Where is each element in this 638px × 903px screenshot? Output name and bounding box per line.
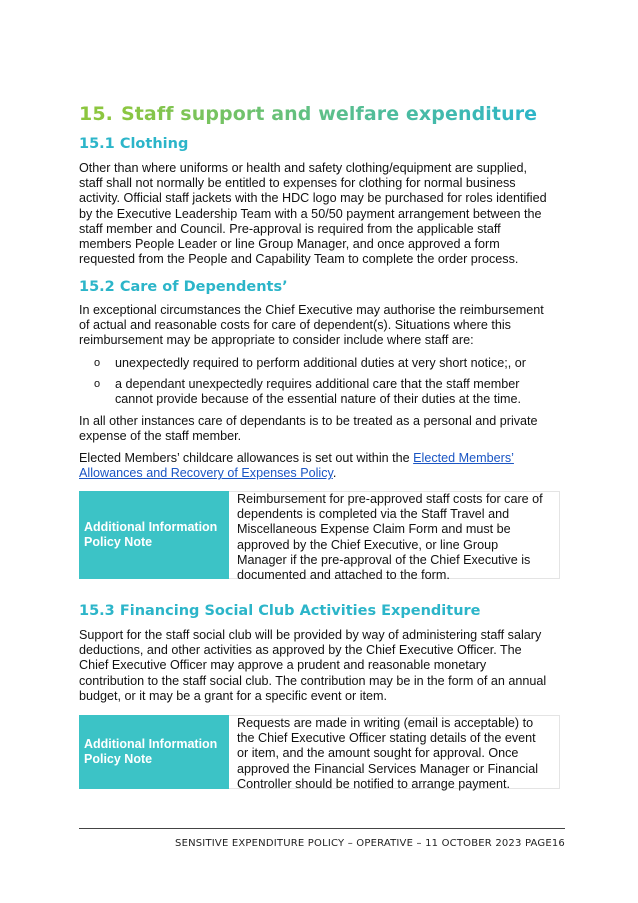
section-heading bbox=[79, 103, 559, 125]
bullet-marker-icon: o bbox=[94, 378, 101, 391]
section-title: Staff support and welfare expenditure bbox=[120, 103, 538, 125]
elected-members-policy-link[interactable]: Elected Members’ Allowances and Recovery of Expenses Policy bbox=[79, 451, 514, 481]
bullet-marker-icon: o bbox=[94, 357, 101, 369]
list-item: o a dependant unexpectedly requires additional care that the staff member cannot provide because of the essential nature of their duties at the time. bbox=[94, 377, 522, 407]
policy-note-tag: Additional Information Policy Note bbox=[79, 715, 229, 789]
policy-note-box-social bbox=[79, 715, 560, 789]
list-item: o unexpectedly required to perform additional duties at very short notice;, or bbox=[94, 356, 526, 370]
paragraph-clothing: Other than where uniforms or health and safety clothing/equipment are supplied, staff shall not normally be entitled to expenses for clothing for normal business activity. Official staff jackets with the HDC logo may be purchased for roles identified by the Executive Leadership Team with a 50/50 payment arrangement between the staff member and Council. Pre-approval is required from the applicable staff members People Leader or line Group Manager, and once approved a form requested from the People and Capability Team to complete the order process. bbox=[79, 161, 547, 267]
policy-note-tag: Additional Information Policy Note bbox=[79, 491, 229, 579]
heading-clothing: 15.1 Clothing bbox=[79, 136, 189, 152]
policy-note-text: Reimbursement for pre-approved staff costs for care of dependents is completed via the Staff Travel and Miscellaneous Expense Claim Form and must be approved by the Chief Executive, or line Group Manager if the pre-approval of the Chief Executive is documented and attached to the form. bbox=[229, 491, 560, 579]
policy-note-box-dependents bbox=[79, 491, 560, 583]
heading-social-club: 15.3 Financing Social Club Activities Expenditure bbox=[79, 603, 481, 619]
heading-care-of-dependents: 15.2 Care of Dependents’ bbox=[79, 279, 288, 295]
page-footer: SENSITIVE EXPENDITURE POLICY – OPERATIVE – 11 OCTOBER 2023 PAGE16 bbox=[175, 838, 565, 849]
dependents-bullet-list bbox=[79, 356, 559, 414]
section-number: 15. bbox=[79, 103, 113, 125]
paragraph-childcare: Elected Members’ childcare allowances is set out within the Elected Members’ Allowances and Recovery of Expenses Policy. bbox=[79, 451, 514, 481]
footer-divider bbox=[79, 828, 565, 829]
policy-note-text: Requests are made in writing (email is acceptable) to the Chief Executive Officer stating details of the event or item, and the amount sought for approval. Once approved the Financial Services Manager or Financial Controller should be notified to arrange payment. bbox=[229, 715, 560, 789]
paragraph-dependents-intro: In exceptional circumstances the Chief Executive may authorise the reimbursement of actual and reasonable costs for care of dependent(s). Situations where this reimbursement may be appropriate to consider include where staff are: bbox=[79, 303, 544, 348]
paragraph-social-club: Support for the staff social club will be provided by way of administering staff salary deductions, and other activities as approved by the Chief Executive Officer. The Chief Executive Officer may approve a prudent and reasonable monetary contribution to the staff social club. The contribution may be in the form of an annual budget, or it may be a grant for a specific event or item. bbox=[79, 628, 547, 703]
paragraph-dependents-other: In all other instances care of dependants is to be treated as a personal and private expense of the staff member. bbox=[79, 414, 538, 444]
